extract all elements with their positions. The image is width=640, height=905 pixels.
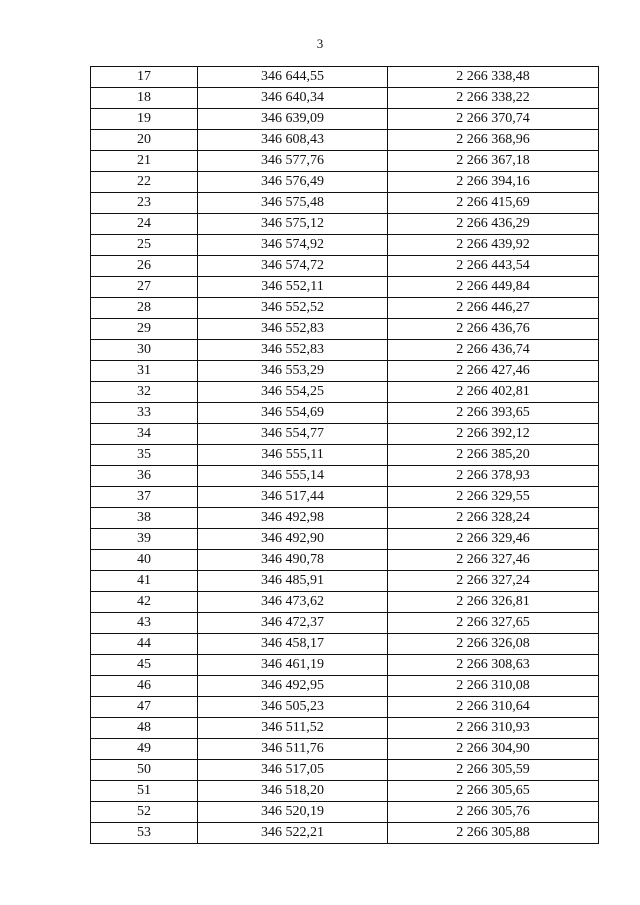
y-coordinate-cell: 2 266 328,24 bbox=[388, 508, 599, 529]
point-number-cell: 19 bbox=[91, 109, 198, 130]
point-number-cell: 52 bbox=[91, 802, 198, 823]
x-coordinate-cell: 346 644,55 bbox=[198, 67, 388, 88]
point-number-cell: 28 bbox=[91, 298, 198, 319]
table-row bbox=[91, 529, 599, 550]
x-coordinate-cell: 346 640,34 bbox=[198, 88, 388, 109]
x-coordinate-cell: 346 575,48 bbox=[198, 193, 388, 214]
table-row bbox=[91, 466, 599, 487]
x-coordinate-cell: 346 511,76 bbox=[198, 739, 388, 760]
table-row bbox=[91, 361, 599, 382]
point-number-cell: 51 bbox=[91, 781, 198, 802]
point-number-cell: 36 bbox=[91, 466, 198, 487]
y-coordinate-cell: 2 266 308,63 bbox=[388, 655, 599, 676]
x-coordinate-cell: 346 485,91 bbox=[198, 571, 388, 592]
point-number-cell: 32 bbox=[91, 382, 198, 403]
x-coordinate-cell: 346 520,19 bbox=[198, 802, 388, 823]
point-number-cell: 43 bbox=[91, 613, 198, 634]
x-coordinate-cell: 346 517,44 bbox=[198, 487, 388, 508]
point-number-cell: 38 bbox=[91, 508, 198, 529]
point-number-cell: 35 bbox=[91, 445, 198, 466]
table-row bbox=[91, 67, 599, 88]
x-coordinate-cell: 346 555,14 bbox=[198, 466, 388, 487]
table-row bbox=[91, 634, 599, 655]
point-number-cell: 23 bbox=[91, 193, 198, 214]
y-coordinate-cell: 2 266 427,46 bbox=[388, 361, 599, 382]
table-row bbox=[91, 571, 599, 592]
point-number-cell: 37 bbox=[91, 487, 198, 508]
x-coordinate-cell: 346 554,77 bbox=[198, 424, 388, 445]
x-coordinate-cell: 346 522,21 bbox=[198, 823, 388, 844]
point-number-cell: 29 bbox=[91, 319, 198, 340]
x-coordinate-cell: 346 492,90 bbox=[198, 529, 388, 550]
x-coordinate-cell: 346 511,52 bbox=[198, 718, 388, 739]
point-number-cell: 27 bbox=[91, 277, 198, 298]
x-coordinate-cell: 346 554,25 bbox=[198, 382, 388, 403]
x-coordinate-cell: 346 574,92 bbox=[198, 235, 388, 256]
y-coordinate-cell: 2 266 327,46 bbox=[388, 550, 599, 571]
point-number-cell: 25 bbox=[91, 235, 198, 256]
table-row bbox=[91, 256, 599, 277]
point-number-cell: 47 bbox=[91, 697, 198, 718]
y-coordinate-cell: 2 266 415,69 bbox=[388, 193, 599, 214]
y-coordinate-cell: 2 266 393,65 bbox=[388, 403, 599, 424]
point-number-cell: 24 bbox=[91, 214, 198, 235]
page-number: 3 bbox=[316, 36, 324, 51]
table-row bbox=[91, 319, 599, 340]
point-number-cell: 39 bbox=[91, 529, 198, 550]
point-number-cell: 34 bbox=[91, 424, 198, 445]
x-coordinate-cell: 346 552,83 bbox=[198, 319, 388, 340]
y-coordinate-cell: 2 266 329,46 bbox=[388, 529, 599, 550]
x-coordinate-cell: 346 553,29 bbox=[198, 361, 388, 382]
point-number-cell: 46 bbox=[91, 676, 198, 697]
table-row bbox=[91, 676, 599, 697]
x-coordinate-cell: 346 608,43 bbox=[198, 130, 388, 151]
table-row bbox=[91, 760, 599, 781]
x-coordinate-cell: 346 552,52 bbox=[198, 298, 388, 319]
point-number-cell: 48 bbox=[91, 718, 198, 739]
y-coordinate-cell: 2 266 385,20 bbox=[388, 445, 599, 466]
point-number-cell: 49 bbox=[91, 739, 198, 760]
point-number-cell: 26 bbox=[91, 256, 198, 277]
y-coordinate-cell: 2 266 446,27 bbox=[388, 298, 599, 319]
x-coordinate-cell: 346 458,17 bbox=[198, 634, 388, 655]
x-coordinate-cell: 346 517,05 bbox=[198, 760, 388, 781]
y-coordinate-cell: 2 266 305,65 bbox=[388, 781, 599, 802]
table-row bbox=[91, 508, 599, 529]
x-coordinate-cell: 346 505,23 bbox=[198, 697, 388, 718]
y-coordinate-cell: 2 266 439,92 bbox=[388, 235, 599, 256]
table-row bbox=[91, 550, 599, 571]
table-row bbox=[91, 109, 599, 130]
y-coordinate-cell: 2 266 305,88 bbox=[388, 823, 599, 844]
x-coordinate-cell: 346 490,78 bbox=[198, 550, 388, 571]
x-coordinate-cell: 346 575,12 bbox=[198, 214, 388, 235]
y-coordinate-cell: 2 266 327,24 bbox=[388, 571, 599, 592]
coordinates-table bbox=[90, 66, 599, 844]
y-coordinate-cell: 2 266 370,74 bbox=[388, 109, 599, 130]
point-number-cell: 40 bbox=[91, 550, 198, 571]
y-coordinate-cell: 2 266 378,93 bbox=[388, 466, 599, 487]
y-coordinate-cell: 2 266 436,76 bbox=[388, 319, 599, 340]
y-coordinate-cell: 2 266 305,76 bbox=[388, 802, 599, 823]
y-coordinate-cell: 2 266 304,90 bbox=[388, 739, 599, 760]
y-coordinate-cell: 2 266 367,18 bbox=[388, 151, 599, 172]
point-number-cell: 50 bbox=[91, 760, 198, 781]
table-row bbox=[91, 382, 599, 403]
x-coordinate-cell: 346 555,11 bbox=[198, 445, 388, 466]
point-number-cell: 20 bbox=[91, 130, 198, 151]
table-row bbox=[91, 151, 599, 172]
y-coordinate-cell: 2 266 326,81 bbox=[388, 592, 599, 613]
y-coordinate-cell: 2 266 326,08 bbox=[388, 634, 599, 655]
y-coordinate-cell: 2 266 443,54 bbox=[388, 256, 599, 277]
y-coordinate-cell: 2 266 329,55 bbox=[388, 487, 599, 508]
x-coordinate-cell: 346 576,49 bbox=[198, 172, 388, 193]
table-row bbox=[91, 403, 599, 424]
x-coordinate-cell: 346 552,11 bbox=[198, 277, 388, 298]
point-number-cell: 44 bbox=[91, 634, 198, 655]
table-row bbox=[91, 697, 599, 718]
x-coordinate-cell: 346 492,98 bbox=[198, 508, 388, 529]
point-number-cell: 41 bbox=[91, 571, 198, 592]
y-coordinate-cell: 2 266 338,22 bbox=[388, 88, 599, 109]
point-number-cell: 31 bbox=[91, 361, 198, 382]
table-row bbox=[91, 340, 599, 361]
y-coordinate-cell: 2 266 310,93 bbox=[388, 718, 599, 739]
table-row bbox=[91, 298, 599, 319]
y-coordinate-cell: 2 266 327,65 bbox=[388, 613, 599, 634]
table-row bbox=[91, 130, 599, 151]
x-coordinate-cell: 346 518,20 bbox=[198, 781, 388, 802]
table-row bbox=[91, 88, 599, 109]
x-coordinate-cell: 346 472,37 bbox=[198, 613, 388, 634]
x-coordinate-cell: 346 639,09 bbox=[198, 109, 388, 130]
table-row bbox=[91, 613, 599, 634]
y-coordinate-cell: 2 266 436,29 bbox=[388, 214, 599, 235]
table-row bbox=[91, 487, 599, 508]
table-row bbox=[91, 445, 599, 466]
x-coordinate-cell: 346 461,19 bbox=[198, 655, 388, 676]
table-row bbox=[91, 235, 599, 256]
y-coordinate-cell: 2 266 310,08 bbox=[388, 676, 599, 697]
y-coordinate-cell: 2 266 305,59 bbox=[388, 760, 599, 781]
point-number-cell: 42 bbox=[91, 592, 198, 613]
y-coordinate-cell: 2 266 402,81 bbox=[388, 382, 599, 403]
y-coordinate-cell: 2 266 338,48 bbox=[388, 67, 599, 88]
table-row bbox=[91, 193, 599, 214]
table-row bbox=[91, 655, 599, 676]
x-coordinate-cell: 346 574,72 bbox=[198, 256, 388, 277]
point-number-cell: 53 bbox=[91, 823, 198, 844]
table-row bbox=[91, 823, 599, 844]
table-row bbox=[91, 781, 599, 802]
point-number-cell: 30 bbox=[91, 340, 198, 361]
point-number-cell: 33 bbox=[91, 403, 198, 424]
point-number-cell: 21 bbox=[91, 151, 198, 172]
y-coordinate-cell: 2 266 392,12 bbox=[388, 424, 599, 445]
y-coordinate-cell: 2 266 449,84 bbox=[388, 277, 599, 298]
table-row bbox=[91, 424, 599, 445]
table-row bbox=[91, 214, 599, 235]
point-number-cell: 22 bbox=[91, 172, 198, 193]
table-row bbox=[91, 718, 599, 739]
x-coordinate-cell: 346 554,69 bbox=[198, 403, 388, 424]
x-coordinate-cell: 346 552,83 bbox=[198, 340, 388, 361]
point-number-cell: 17 bbox=[91, 67, 198, 88]
point-number-cell: 45 bbox=[91, 655, 198, 676]
x-coordinate-cell: 346 577,76 bbox=[198, 151, 388, 172]
y-coordinate-cell: 2 266 368,96 bbox=[388, 130, 599, 151]
table-row bbox=[91, 277, 599, 298]
y-coordinate-cell: 2 266 310,64 bbox=[388, 697, 599, 718]
table-row bbox=[91, 592, 599, 613]
table-row bbox=[91, 739, 599, 760]
y-coordinate-cell: 2 266 436,74 bbox=[388, 340, 599, 361]
point-number-cell: 18 bbox=[91, 88, 198, 109]
table-row bbox=[91, 802, 599, 823]
coordinates-table-body bbox=[91, 67, 599, 844]
x-coordinate-cell: 346 473,62 bbox=[198, 592, 388, 613]
y-coordinate-cell: 2 266 394,16 bbox=[388, 172, 599, 193]
x-coordinate-cell: 346 492,95 bbox=[198, 676, 388, 697]
table-row bbox=[91, 172, 599, 193]
